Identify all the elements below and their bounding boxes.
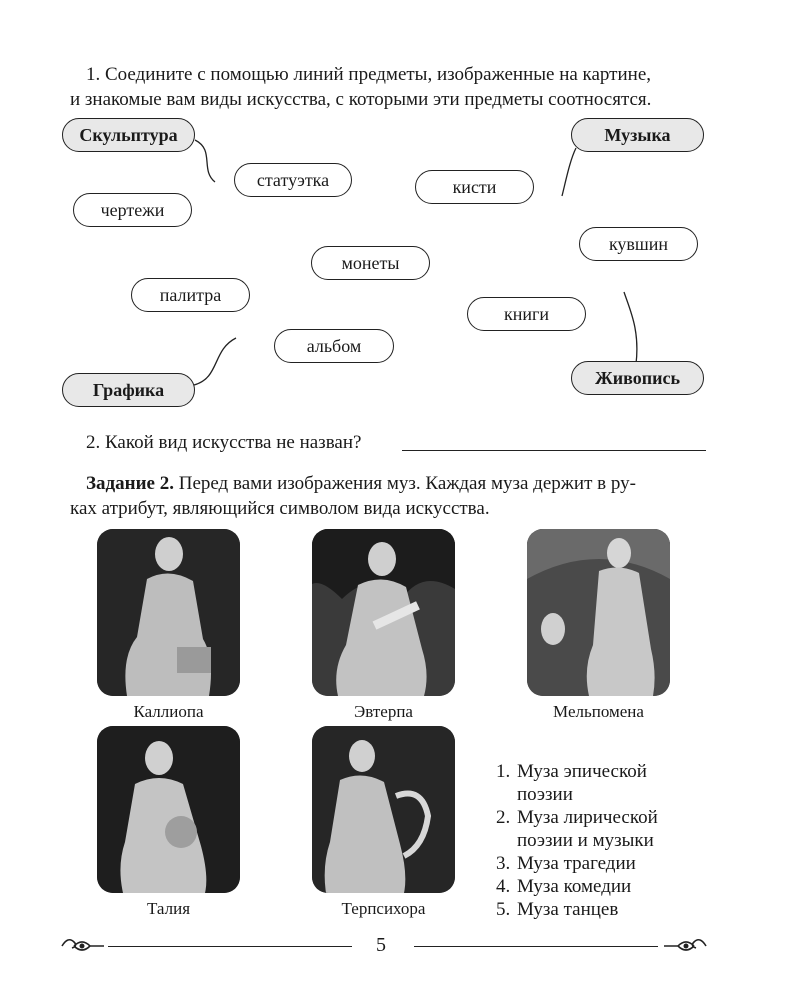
item-statuette[interactable]: статуэтка: [234, 163, 352, 197]
item-palette[interactable]: палитра: [131, 278, 250, 312]
list-item: 2. Муза лирической поэзии и музыки: [496, 807, 658, 851]
statue-icon: [312, 726, 455, 893]
item-jug[interactable]: кувшин: [579, 227, 698, 261]
task2-instruction: [70, 471, 636, 521]
caption-thalia: Талия: [146, 899, 191, 918]
task2-line2: ках атрибут, являющийся символом вида искусства.: [70, 498, 490, 519]
category-graphics[interactable]: Графика: [62, 373, 195, 407]
statue-icon: [527, 529, 670, 696]
statue-icon: [312, 529, 455, 696]
item-books[interactable]: книги: [467, 297, 586, 331]
footer-rule-left: [108, 946, 352, 947]
muse-photo-calliope: [97, 529, 240, 696]
caption-euterpe: Эвтерпа: [354, 702, 413, 721]
footer-rule-right: [414, 946, 658, 947]
muse-photo-euterpe: [312, 529, 455, 696]
caption-calliope: Каллиопа: [133, 702, 204, 721]
muse-photo-melpomene: [527, 529, 670, 696]
category-music[interactable]: Музыка: [571, 118, 704, 152]
list-item: 1. Муза эпической поэзии: [496, 761, 647, 805]
muse-photo-terpsichore: [312, 726, 455, 893]
list-item: 5. Муза танцев: [496, 899, 619, 920]
muse-photo-thalia: [97, 726, 240, 893]
item-brushes[interactable]: кисти: [415, 170, 534, 204]
list-item: 3. Муза трагедии: [496, 853, 636, 874]
statue-icon: [97, 726, 240, 893]
caption-melpomene: Мельпомена: [553, 702, 644, 721]
category-painting[interactable]: Живопись: [571, 361, 704, 395]
footer-ornament-right-icon: [662, 932, 708, 960]
item-drawings[interactable]: чертежи: [73, 193, 192, 227]
item-album[interactable]: альбом: [274, 329, 394, 363]
question2: 2. Какой вид искусства не назван?: [86, 432, 362, 453]
statue-icon: [97, 529, 240, 696]
task2-line1: Перед вами изображения муз. Каждая муза держит в ру-: [173, 473, 636, 494]
muse-list: [496, 760, 658, 921]
task1-line2: и знакомые вам виды искусства, с которыми эти предметы соотносятся.: [70, 89, 652, 110]
list-item: 4. Муза комедии: [496, 876, 632, 897]
item-coins[interactable]: монеты: [311, 246, 430, 280]
caption-terpsichore: Терпсихора: [341, 899, 426, 918]
task1-line1: 1. Соедините с помощью линий предметы, изображенные на картине,: [86, 64, 651, 85]
page-number: 5: [376, 934, 386, 956]
task2-label: Задание 2.: [86, 473, 174, 494]
footer-ornament-left-icon: [60, 932, 106, 960]
answer-line[interactable]: [402, 450, 706, 451]
category-sculpture[interactable]: Скульптура: [62, 118, 195, 152]
